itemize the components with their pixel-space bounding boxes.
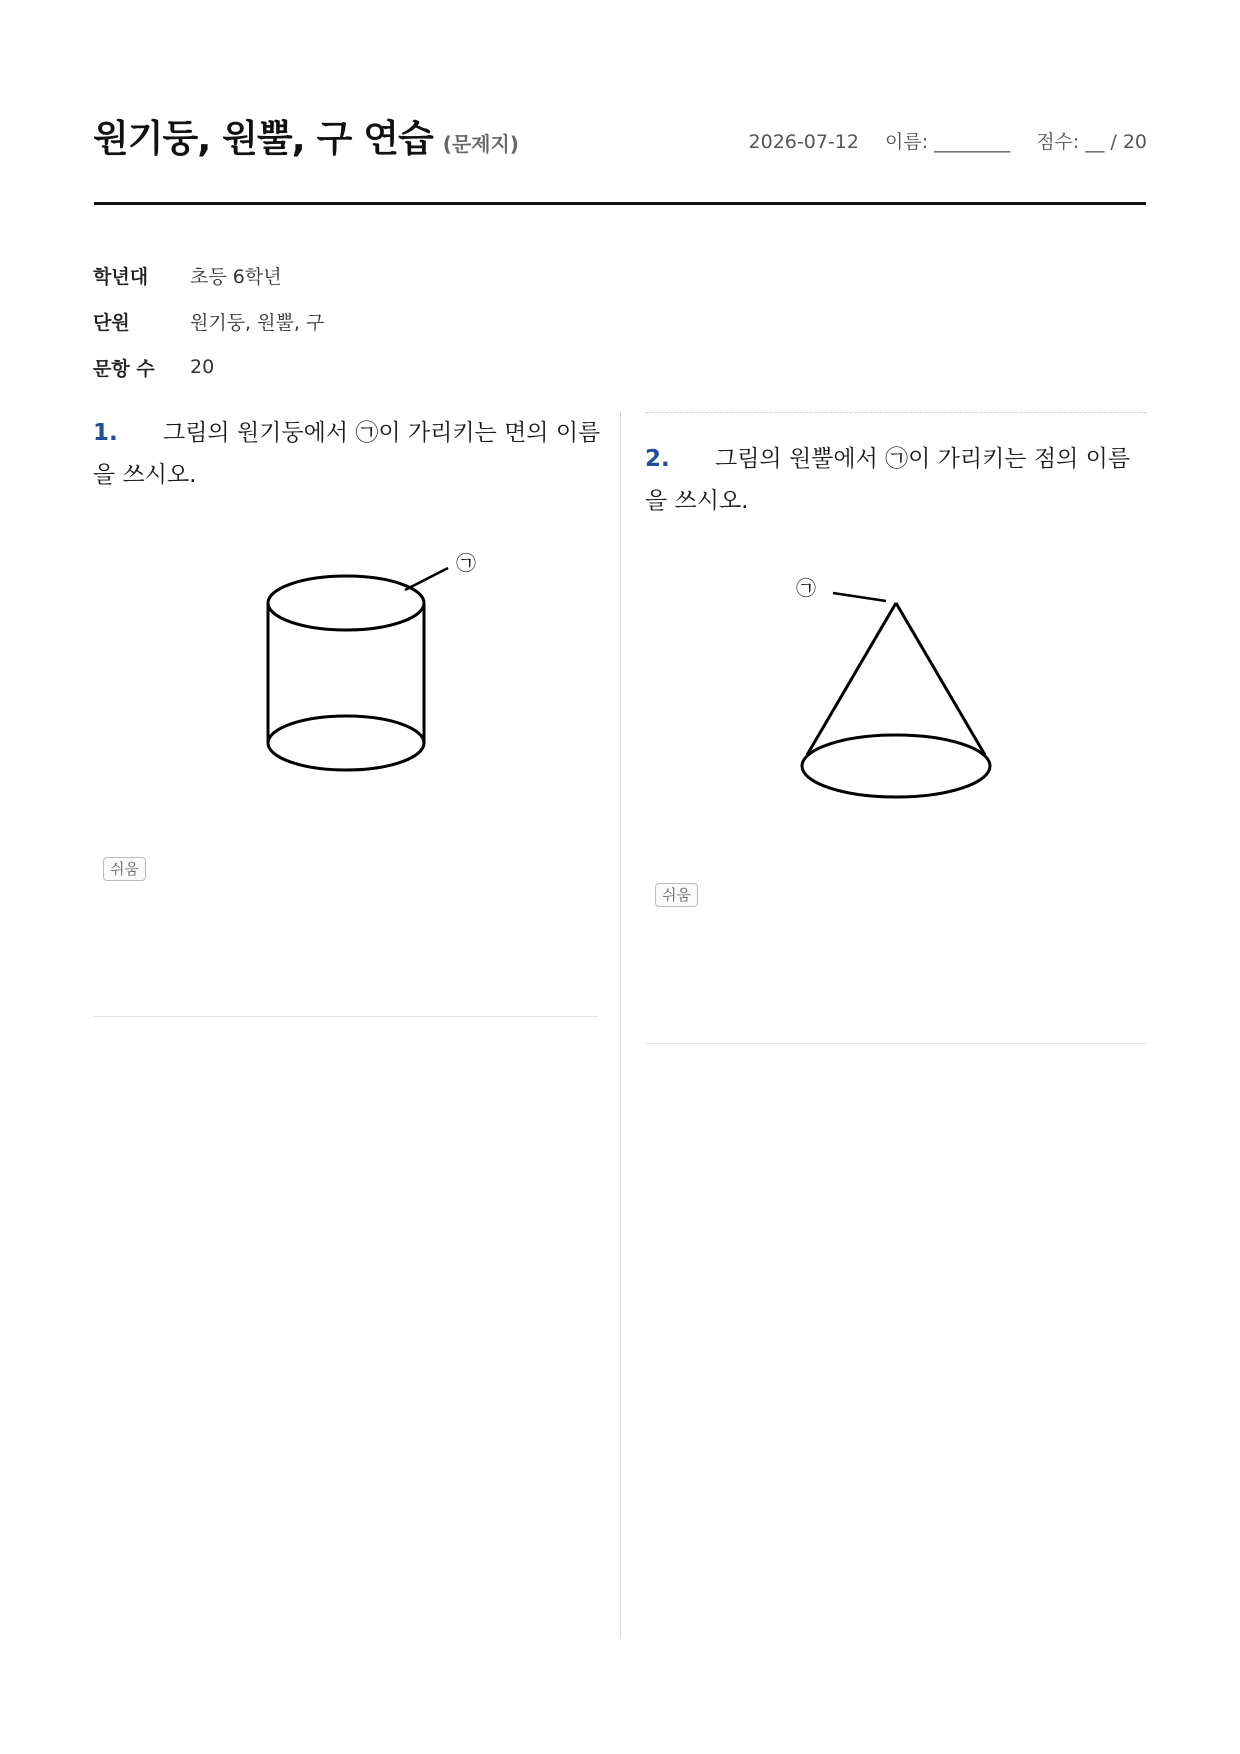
header-info [729,127,1147,154]
question-body: 그림의 원뿔에서 ㉠이 가리키는 점의 이름을 쓰시오. [645,446,1131,514]
meta-row-grade [93,252,324,298]
difficulty-badge: 쉬움 [103,857,146,881]
meta-value: 원기둥, 원뿔, 구 [190,311,325,334]
cone-figure [795,575,1005,805]
page-title [93,108,519,162]
cylinder-bottom-face [268,716,424,770]
cylinder-figure [253,540,453,780]
cylinder-top-face [268,576,424,630]
title-text: 원기둥, 원뿔, 구 연습 [93,117,433,160]
meta-row-unit [93,298,324,344]
marker-label: ㉠ [796,576,816,600]
cone-left-edge [807,603,896,755]
column-divider [620,412,621,1638]
question-body: 그림의 원기둥에서 ㉠이 가리키는 면의 이름을 쓰시오. [93,420,601,488]
meta-value: 초등 6학년 [190,265,282,288]
pointer-line [405,568,448,590]
question-divider [645,1043,1147,1044]
meta-label: 단원 [93,311,130,334]
marker-label: ㉠ [456,551,476,575]
meta-label: 문항 수 [93,357,155,380]
score-field: 점수: __ / 20 [1036,131,1147,153]
header-divider [94,202,1146,205]
date-text: 2026-07-12 [748,131,859,153]
question-2 [645,412,1147,522]
meta-value: 20 [190,356,215,378]
question-text [645,438,1147,522]
question-number: 2. [645,446,670,472]
meta-info [93,252,324,390]
cone-base [802,735,990,797]
meta-row-count [93,344,324,390]
name-field: 이름: ________ [884,131,1011,153]
question-number: 1. [93,420,118,446]
difficulty-badge: 쉬움 [655,883,698,907]
cone-right-edge [896,603,985,755]
pointer-line [833,593,886,601]
question-divider [93,1016,598,1017]
sheet-type-tag: (문제지) [442,132,519,156]
question-text [93,412,603,496]
question-1 [93,412,603,496]
meta-label: 학년대 [93,265,149,288]
